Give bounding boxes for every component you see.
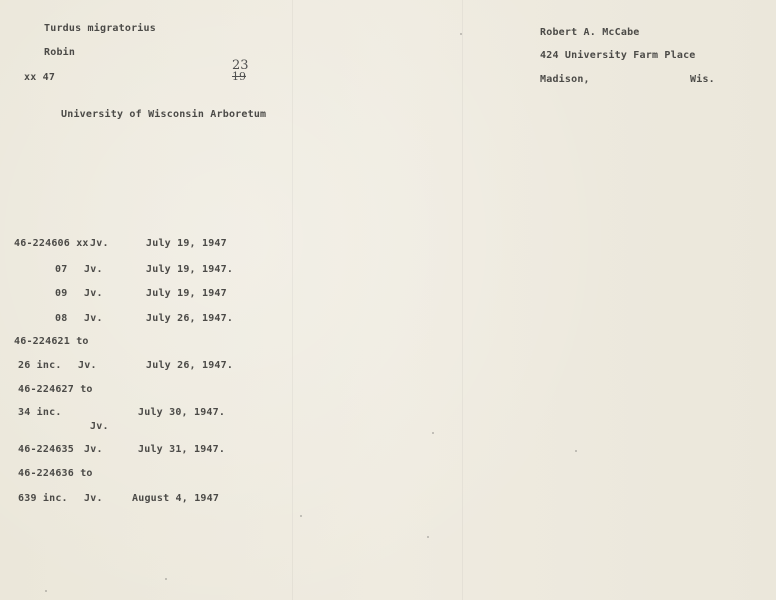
age-code: Jv. bbox=[90, 421, 109, 432]
age-code: Jv. bbox=[84, 493, 103, 504]
bander-state: Wis. bbox=[690, 74, 715, 85]
bander-address: 424 University Farm Place bbox=[540, 50, 696, 61]
age-code: Jv. bbox=[84, 444, 103, 455]
band-number: 08 bbox=[55, 313, 68, 324]
paper-speck bbox=[427, 536, 429, 538]
paper-fold bbox=[292, 0, 293, 600]
band-number: 46-224627 to bbox=[18, 384, 93, 395]
paper-speck bbox=[575, 450, 577, 452]
band-number: 639 inc. bbox=[18, 493, 68, 504]
band-number: 09 bbox=[55, 288, 68, 299]
bander-city: Madison, bbox=[540, 74, 590, 85]
band-number: 46-224621 to bbox=[14, 336, 89, 347]
age-code: Jv. bbox=[90, 238, 109, 249]
band-number: 46-224636 to bbox=[18, 468, 93, 479]
band-number: 07 bbox=[55, 264, 68, 275]
bander-name: Robert A. McCabe bbox=[540, 27, 640, 38]
age-code: Jv. bbox=[78, 360, 97, 371]
paper-fold bbox=[462, 0, 463, 600]
species-name: Turdus migratorius bbox=[44, 23, 156, 34]
count-line: xx 47 bbox=[24, 72, 56, 83]
paper-speck bbox=[165, 578, 167, 580]
band-date: July 26, 1947. bbox=[146, 313, 234, 324]
paper-speck bbox=[45, 590, 47, 592]
band-date: July 26, 1947. bbox=[146, 360, 234, 371]
band-number: 26 inc. bbox=[18, 360, 62, 371]
age-code: Jv. bbox=[84, 313, 103, 324]
paper-speck bbox=[300, 515, 302, 517]
paper-speck bbox=[432, 432, 434, 434]
age-code: Jv. bbox=[84, 288, 103, 299]
band-date: July 30, 1947. bbox=[138, 407, 226, 418]
struck-number: 19 bbox=[232, 70, 246, 83]
location: University of Wisconsin Arboretum bbox=[61, 109, 267, 120]
band-date: July 19, 1947 bbox=[146, 238, 227, 249]
band-date: July 19, 1947 bbox=[146, 288, 227, 299]
common-name: Robin bbox=[44, 47, 76, 58]
band-number: 46-224606 xx bbox=[14, 238, 89, 249]
paper-speck bbox=[460, 33, 462, 35]
handwritten-number: 23 bbox=[232, 58, 249, 73]
band-date: August 4, 1947 bbox=[132, 493, 220, 504]
band-number: 46-224635 bbox=[18, 444, 74, 455]
band-date: July 19, 1947. bbox=[146, 264, 234, 275]
band-date: July 31, 1947. bbox=[138, 444, 226, 455]
age-code: Jv. bbox=[84, 264, 103, 275]
band-number: 34 inc. bbox=[18, 407, 62, 418]
